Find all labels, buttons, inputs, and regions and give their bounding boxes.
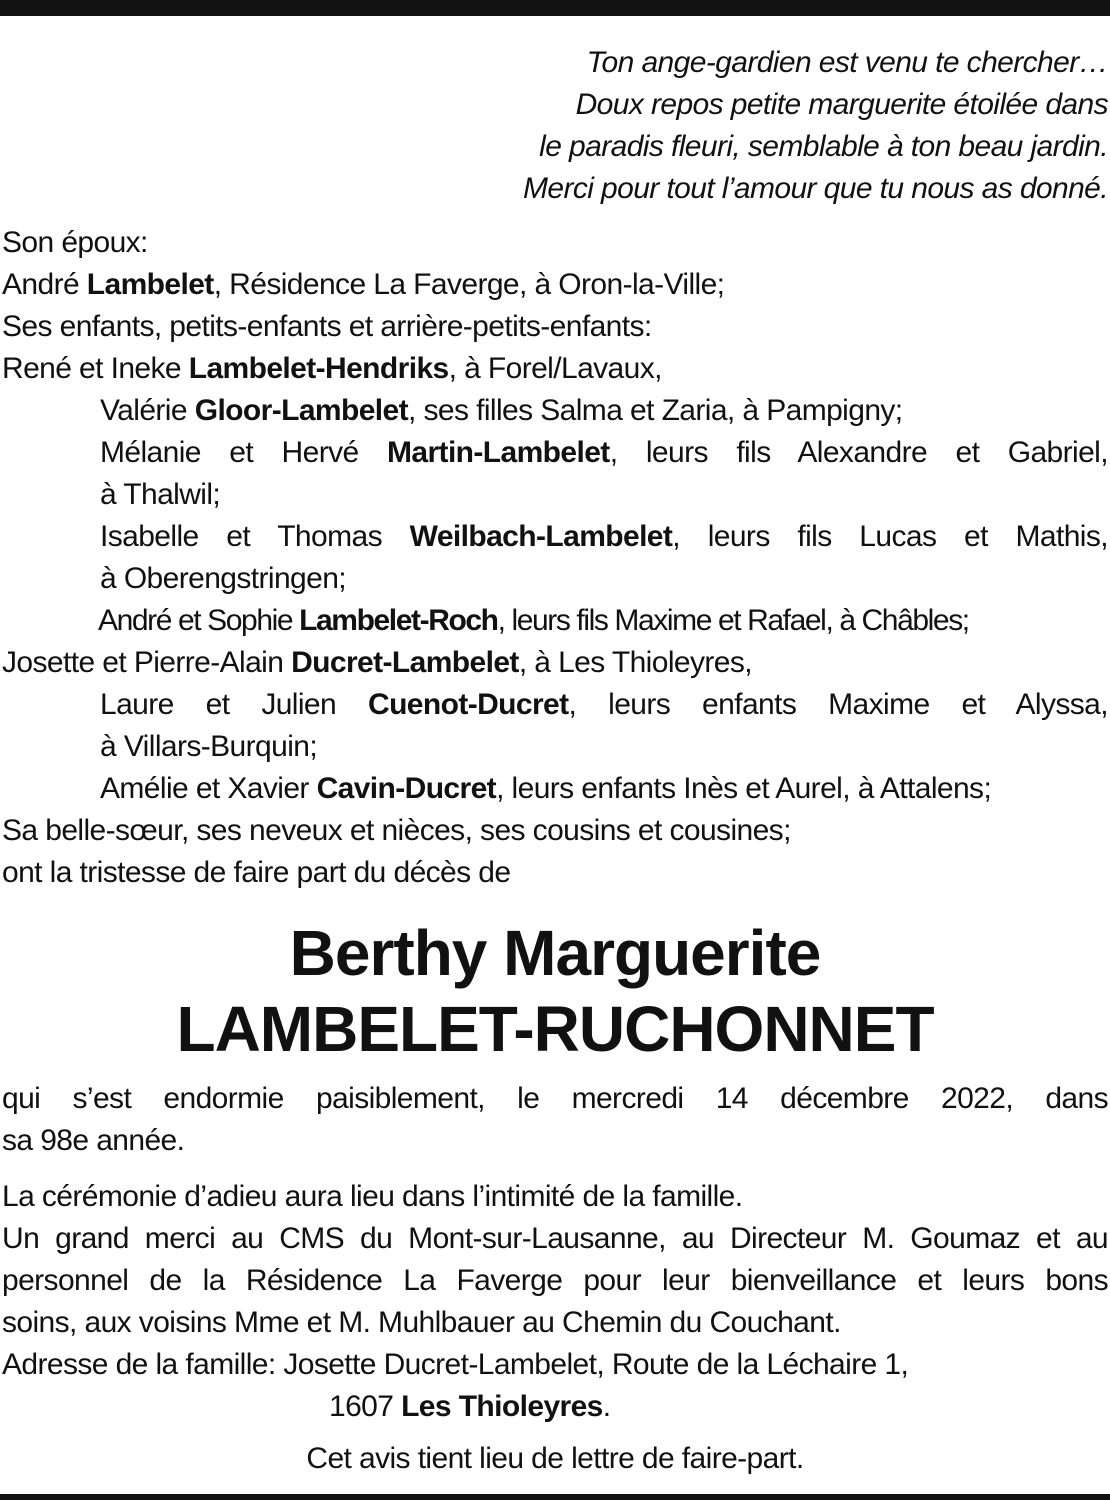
children-heading: Ses enfants, petits-enfants et arrière-petits-enfants:: [2, 310, 652, 343]
laure-first: Laure et Julien: [100, 688, 368, 721]
address-town: Les Thioleyres: [401, 1390, 603, 1423]
deceased-name-last: LAMBELET-RUCHONNET: [176, 993, 934, 1065]
isabelle-cont: à Oberengstringen;: [100, 562, 347, 595]
address-zip: 1607: [329, 1390, 402, 1423]
quote-line-2: Doux repos petite marguerite étoilée dans: [575, 88, 1108, 121]
quote-line-3: le paradis fleuri, semblable à ton beau jardin.: [539, 130, 1108, 163]
quote-line-1: Ton ange-gardien est venu te chercher…: [586, 46, 1108, 79]
deceased-name-first: Berthy Marguerite: [289, 917, 821, 989]
laure-cont: à Villars-Burquin;: [100, 730, 318, 763]
closing-line: Cet avis tient lieu de lettre de faire-part.: [306, 1442, 804, 1475]
spouse-last: Lambelet: [86, 268, 214, 301]
quote-line-4: Merci pour tout l’amour que tu nous as donné.: [522, 172, 1108, 205]
address-end: .: [602, 1390, 611, 1423]
branch2-line: [2, 642, 752, 684]
top-rule: [0, 0, 1110, 16]
valerie-rest: , ses filles Salma et Zaria, à Pampigny;: [408, 394, 903, 427]
branch2-rest: , à Les Thioleyres,: [518, 646, 752, 679]
laure-line: [100, 684, 1108, 726]
amelie-rest: , leurs enfants Inès et Aurel, à Attalens;: [496, 772, 992, 805]
branch1-first: René et Ineke: [2, 352, 189, 385]
valerie-last: Gloor-Lambelet: [194, 394, 408, 427]
melanie-line: [100, 432, 1108, 474]
ceremony-line: La cérémonie d’adieu aura lieu dans l’intimité de la famille.: [2, 1180, 743, 1213]
isabelle-first: Isabelle et Thomas: [100, 520, 410, 553]
laure-rest: , leurs enfants Maxime et Alyssa,: [568, 688, 1108, 721]
branch1-rest: , à Forel/Lavaux,: [448, 352, 662, 385]
branch2-last: Ducret-Lambelet: [291, 646, 519, 679]
andre-sophie-rest: , leurs fils Maxime et Rafael, à Châbles;: [497, 604, 969, 637]
melanie-first: Mélanie et Hervé: [100, 436, 387, 469]
andre-sophie-first: André et Sophie: [98, 604, 300, 637]
branch2-first: Josette et Pierre-Alain: [2, 646, 292, 679]
spouse-first: André: [2, 268, 87, 301]
address-line-2: [329, 1386, 611, 1428]
melanie-last: Martin-Lambelet: [387, 436, 610, 469]
isabelle-last: Weilbach-Lambelet: [409, 520, 673, 553]
thanks-line-3: soins, aux voisins Mme et M. Muhlbauer au Chemin du Couchant.: [2, 1306, 841, 1339]
valerie-line: [100, 390, 903, 432]
amelie-line: [100, 768, 991, 810]
announce-line: ont la tristesse de faire part du décès de: [2, 856, 511, 889]
branch1-line: [2, 348, 662, 390]
inlaws-line: Sa belle-sœur, ses neveux et nièces, ses cousins et cousines;: [2, 814, 791, 847]
andre-sophie-line: [98, 600, 969, 642]
thanks-line-1: Un grand merci au CMS du Mont-sur-Lausanne, au Directeur M. Goumaz et au: [2, 1222, 1108, 1255]
address-line-1: Adresse de la famille: Josette Ducret-Lambelet, Route de la Léchaire 1,: [2, 1348, 909, 1381]
amelie-last: Cavin-Ducret: [316, 772, 497, 805]
spouse-line: [2, 264, 724, 306]
thanks-line-2: personnel de la Résidence La Faverge pour leur bienveillance et leurs bons: [2, 1264, 1108, 1297]
death-line-1: qui s’est endormie paisiblement, le mercredi 14 décembre 2022, dans: [2, 1082, 1108, 1115]
isabelle-line: [100, 516, 1108, 558]
death-line-2: sa 98e année.: [2, 1124, 185, 1157]
melanie-rest: , leurs fils Alexandre et Gabriel,: [609, 436, 1108, 469]
spouse-heading: Son époux:: [2, 226, 148, 259]
isabelle-rest: , leurs fils Lucas et Mathis,: [672, 520, 1108, 553]
branch1-last: Lambelet-Hendriks: [188, 352, 449, 385]
andre-sophie-last: Lambelet-Roch: [299, 604, 498, 637]
spouse-rest: , Résidence La Faverge, à Oron-la-Ville;: [213, 268, 725, 301]
amelie-first: Amélie et Xavier: [100, 772, 317, 805]
valerie-first: Valérie: [100, 394, 195, 427]
laure-last: Cuenot-Ducret: [368, 688, 569, 721]
melanie-cont: à Thalwil;: [100, 478, 221, 511]
bottom-rule: [0, 1494, 1110, 1500]
